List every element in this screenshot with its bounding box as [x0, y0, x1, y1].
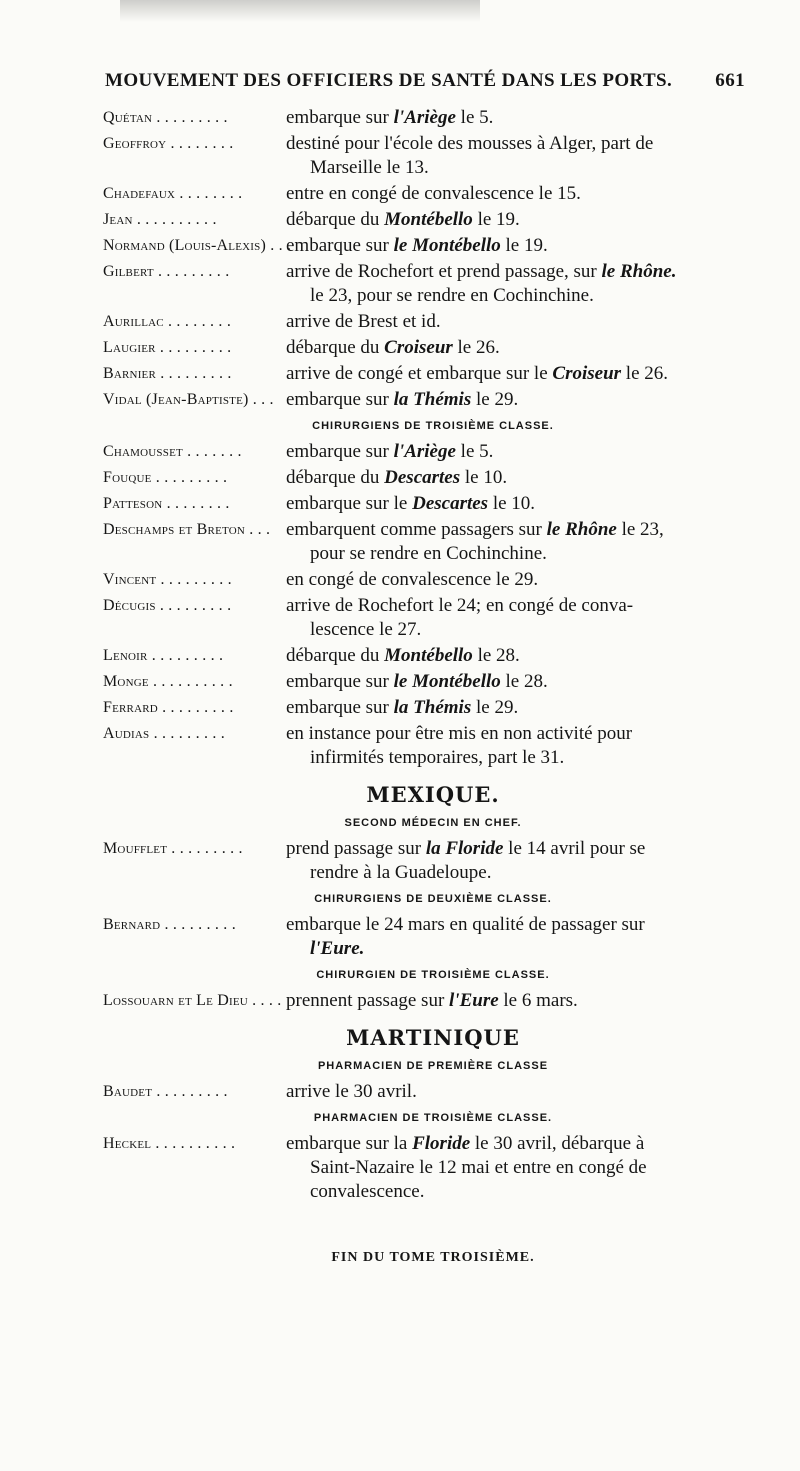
section-heading: PHARMACIEN DE PREMIÈRE CLASSE — [317, 1060, 549, 1072]
entry — [103, 989, 753, 1013]
header-title: MOUVEMENT DES OFFICIERS DE SANTÉ DANS LES PORTS. — [105, 70, 673, 91]
officer-name: Décugis . . . . . . . . . — [103, 597, 232, 614]
entry-list-group2 — [103, 440, 753, 770]
officer-name: Jean . . . . . . . . . . — [103, 211, 217, 228]
entry — [103, 362, 753, 386]
entry-text: prennent passage sur l'Eure le 6 mars. — [286, 990, 578, 1011]
entry — [103, 1080, 753, 1104]
officer-name: Vidal (Jean-Baptiste) . . . — [103, 391, 274, 408]
entry-text: prend passage sur la Floride le 14 avril pour se rendre à la Guadeloupe. — [286, 838, 646, 883]
entry-text: arrive de Brest et id. — [286, 311, 441, 332]
entry-text: embarque sur l'Ariège le 5. — [286, 441, 494, 462]
entry — [103, 310, 753, 334]
officer-name: Deschamps et Breton . . . — [103, 521, 271, 538]
entry — [103, 696, 753, 720]
officer-name: Normand (Louis-Alexis) . . . — [103, 237, 292, 254]
entry-text: arrive de Rochefort le 24; en congé de conva- lescence le 27. — [286, 595, 634, 640]
officer-name: Monge . . . . . . . . . . — [103, 673, 233, 690]
entry-text: débarque du Croiseur le 26. — [286, 337, 500, 358]
officer-name: Gilbert . . . . . . . . . — [103, 263, 230, 280]
entry-text: embarque sur le Montébello le 28. — [286, 671, 548, 692]
officer-name: Vincent . . . . . . . . . — [103, 571, 232, 588]
officer-name: Fouque . . . . . . . . . — [103, 469, 228, 486]
officer-name: Lenoir . . . . . . . . . — [103, 647, 224, 664]
officer-name: Lossouarn et Le Dieu . . . . — [103, 992, 282, 1009]
officer-name: Aurillac . . . . . . . . — [103, 313, 232, 330]
officer-name: Geoffroy . . . . . . . . — [103, 135, 234, 152]
entry — [103, 644, 753, 668]
entry-text: embarque sur le Descartes le 10. — [286, 493, 536, 514]
colony-heading-martinique: MARTINIQUE — [346, 1025, 520, 1050]
officer-name: Patteson . . . . . . . . — [103, 495, 230, 512]
officer-name: Chamousset . . . . . . . — [103, 443, 242, 460]
entry — [103, 234, 753, 258]
section-heading: PHARMACIEN DE TROISIÈME CLASSE. — [313, 1112, 553, 1124]
officer-name: Baudet . . . . . . . . . — [103, 1083, 228, 1100]
section-heading: CHIRURGIEN DE TROISIÈME CLASSE. — [316, 969, 550, 981]
entry — [103, 1132, 753, 1204]
entry-text: entre en congé de convalescence le 15. — [286, 183, 581, 204]
entry — [103, 670, 753, 694]
entry-text: embarque sur la Floride le 30 avril, débarque à Saint-Nazaire le 12 mai et entre en congé de convalescence. — [286, 1133, 647, 1202]
officer-name: Moufflet . . . . . . . . . — [103, 840, 243, 857]
page-number: 661 — [715, 70, 745, 91]
entry-text: débarque du Descartes le 10. — [286, 467, 508, 488]
entry — [103, 260, 753, 308]
entry — [103, 388, 753, 412]
entry-text: embarque le 24 mars en qualité de passager sur l'Eure. — [286, 914, 645, 959]
entry — [103, 568, 753, 592]
entry — [103, 913, 753, 961]
entry-text: arrive de Rochefort et prend passage, sur le Rhône. le 23, pour se rendre en Cochinchine. — [286, 261, 677, 306]
officer-name: Chadefaux . . . . . . . . — [103, 185, 243, 202]
entry — [103, 722, 753, 770]
entry — [103, 594, 753, 642]
entry-text: destiné pour l'école des mousses à Alger, part de Marseille le 13. — [286, 133, 654, 178]
entry — [103, 336, 753, 360]
page-content — [103, 106, 753, 1266]
entry-text: embarque sur la Thémis le 29. — [286, 389, 519, 410]
entry — [103, 182, 753, 206]
officer-name: Audias . . . . . . . . . — [103, 725, 225, 742]
entry — [103, 132, 753, 180]
entry-text: débarque du Montébello le 28. — [286, 645, 520, 666]
end-of-volume: FIN DU TOME TROISIÈME. — [331, 1250, 535, 1265]
entry — [103, 466, 753, 490]
section-heading: SECOND MÉDECIN EN CHEF. — [344, 817, 522, 829]
officer-name: Quétan . . . . . . . . . — [103, 109, 228, 126]
entry — [103, 518, 753, 566]
entry — [103, 837, 753, 885]
entry — [103, 492, 753, 516]
section-heading: CHIRURGIENS DE DEUXIÈME CLASSE. — [314, 893, 552, 905]
entry-text: arrive le 30 avril. — [286, 1081, 417, 1102]
entry-text: débarque du Montébello le 19. — [286, 209, 520, 230]
officer-name: Barnier . . . . . . . . . — [103, 365, 232, 382]
officer-name: Laugier . . . . . . . . . — [103, 339, 232, 356]
officer-name: Heckel . . . . . . . . . . — [103, 1135, 236, 1152]
scan-shadow — [120, 0, 480, 22]
entry-text: embarque sur le Montébello le 19. — [286, 235, 548, 256]
running-header — [105, 70, 745, 92]
officer-name: Bernard . . . . . . . . . — [103, 916, 236, 933]
entry-text: arrive de congé et embarque sur le Croiseur le 26. — [286, 363, 669, 384]
entry — [103, 440, 753, 464]
entry-list-group1 — [103, 106, 753, 412]
entry-text: en congé de convalescence le 29. — [286, 569, 539, 590]
entry-text: embarque sur l'Ariège le 5. — [286, 107, 494, 128]
colony-heading-mexique: MEXIQUE. — [366, 782, 500, 807]
entry — [103, 106, 753, 130]
entry-text: en instance pour être mis en non activité pour infirmités temporaires, part le 31. — [286, 723, 633, 768]
section-heading: CHIRURGIENS DE TROISIÈME CLASSE. — [312, 420, 554, 432]
entry-text: embarque sur la Thémis le 29. — [286, 697, 519, 718]
officer-name: Ferrard . . . . . . . . . — [103, 699, 234, 716]
entry — [103, 208, 753, 232]
entry-text: embarquent comme passagers sur le Rhône le 23, pour se rendre en Cochinchine. — [286, 519, 664, 564]
